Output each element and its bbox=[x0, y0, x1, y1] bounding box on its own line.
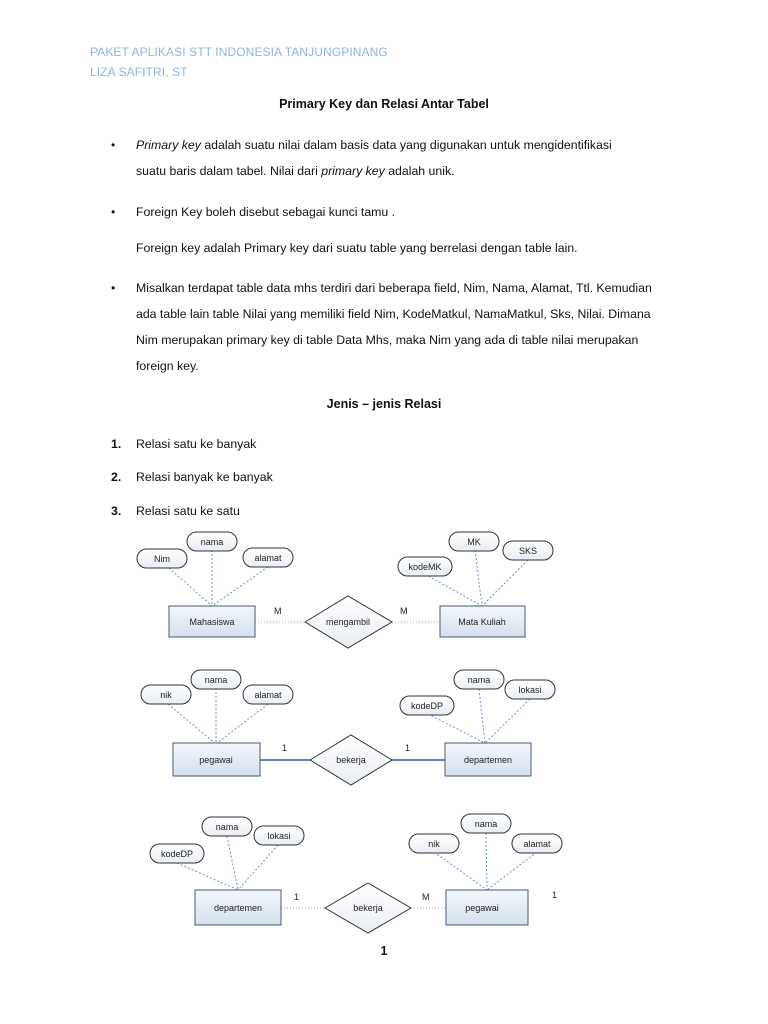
attribute-kodedp bbox=[400, 696, 454, 715]
attribute-label: MK bbox=[467, 537, 481, 547]
bullet-marker: • bbox=[111, 205, 116, 219]
relationship-bekerja bbox=[310, 735, 392, 785]
entity-pegawai bbox=[446, 890, 528, 925]
attribute-nik bbox=[141, 685, 191, 704]
bullet-3-line-4: foreign key. bbox=[136, 359, 199, 373]
entity-label: departemen bbox=[463, 755, 513, 765]
er-diagram-1 bbox=[137, 532, 553, 648]
header-line-2: LIZA SAFITRI, ST bbox=[90, 65, 188, 79]
attribute-lokasi bbox=[505, 680, 555, 699]
attribute-label: nik bbox=[428, 839, 440, 849]
stray-mark: 1 bbox=[552, 890, 558, 900]
bullet-3-line-1: Misalkan terdapat table data mhs terdiri dari beberapa field, Nim, Nama, Alamat, Ttl. Kemudian bbox=[136, 281, 652, 295]
list-item-relasi-1: Relasi satu ke banyak bbox=[136, 437, 257, 451]
bullet-3-line-3: Nim merupakan primary key di table Data Mhs, maka Nim yang ada di table nilai merupakan bbox=[136, 333, 639, 347]
entity-departemen bbox=[445, 743, 531, 776]
bullet-1-line-2-pre: suatu baris dalam tabel. Nilai dari bbox=[136, 164, 322, 178]
cardinality-label: M bbox=[422, 892, 430, 902]
attribute-alamat bbox=[512, 834, 562, 853]
attribute-mk bbox=[449, 532, 499, 551]
relationship-bekerja bbox=[325, 883, 411, 933]
list-number: 1. bbox=[111, 437, 122, 451]
bullet-2-line-1: Foreign Key boleh disebut sebagai kunci tamu . bbox=[136, 205, 396, 219]
attribute-label: nama bbox=[200, 537, 224, 547]
attribute-label: kodeDP bbox=[160, 849, 194, 859]
attribute-kodemk bbox=[398, 557, 452, 576]
attribute-label: lokasi bbox=[518, 685, 542, 695]
entity-mahasiswa bbox=[169, 606, 255, 637]
entity-label: pegawai bbox=[465, 903, 499, 913]
entity-mata-kuliah bbox=[440, 606, 525, 637]
page-number: 1 bbox=[380, 944, 388, 958]
attribute-label: alamat bbox=[254, 553, 282, 563]
attribute-nik bbox=[409, 834, 459, 853]
bullet-3-line-2: ada table lain table Nilai yang memiliki field Nim, KodeMatkul, NamaMatkul, Sks, Nilai. Dimana bbox=[136, 307, 651, 321]
entity-label: Mata Kuliah bbox=[458, 617, 506, 627]
attribute-label: nama bbox=[467, 675, 491, 685]
list-number: 3. bbox=[111, 504, 122, 518]
attribute-label: lokasi bbox=[267, 831, 291, 841]
list-item-relasi-2: Relasi banyak ke banyak bbox=[136, 470, 273, 484]
attribute-label: kodeMK bbox=[408, 562, 442, 572]
attribute-nama bbox=[187, 532, 237, 551]
term-primary-key: Primary key bbox=[136, 138, 201, 152]
attribute-sks bbox=[503, 541, 553, 560]
attribute-label: nama bbox=[204, 675, 228, 685]
attribute-alamat bbox=[243, 548, 293, 567]
attribute-label: Nim bbox=[154, 554, 170, 564]
attribute-label: alamat bbox=[254, 690, 282, 700]
attribute-nama bbox=[454, 670, 504, 689]
entity-departemen bbox=[195, 890, 281, 925]
attribute-kodedp bbox=[150, 844, 204, 863]
page-title: Primary Key dan Relasi Antar Tabel bbox=[279, 97, 489, 111]
bullet-2-line-2: Foreign key adalah Primary key dari suatu table yang berrelasi dengan table lain. bbox=[136, 241, 578, 255]
relationship-label: bekerja bbox=[336, 755, 366, 765]
entity-label: pegawai bbox=[199, 755, 233, 765]
relationship-label: bekerja bbox=[353, 903, 383, 913]
entity-label: Mahasiswa bbox=[189, 617, 235, 627]
attribute-nim bbox=[137, 549, 187, 568]
attribute-nama bbox=[202, 817, 252, 836]
cardinality-label: M bbox=[274, 606, 282, 616]
header-line-1: PAKET APLIKASI STT INDONESIA TANJUNGPINANG bbox=[90, 45, 388, 59]
section-subtitle: Jenis – jenis Relasi bbox=[326, 397, 442, 411]
er-diagram-3 bbox=[150, 814, 562, 933]
bullet-marker: • bbox=[111, 281, 116, 295]
bullet-1-line-1-rest: adalah suatu nilai dalam basis data yang digunakan untuk mengidentifikasi bbox=[200, 138, 612, 152]
relationship-mengambil bbox=[305, 596, 392, 648]
entity-label: departemen bbox=[213, 903, 263, 913]
attribute-alamat bbox=[243, 685, 293, 704]
attribute-label: nama bbox=[215, 822, 239, 832]
bullet-marker: • bbox=[111, 138, 116, 152]
attribute-nama bbox=[191, 670, 241, 689]
attribute-label: kodeDP bbox=[410, 701, 444, 711]
cardinality-label: 1 bbox=[282, 743, 288, 753]
attribute-label: nik bbox=[160, 690, 172, 700]
attribute-nama bbox=[461, 814, 511, 833]
attribute-label: nama bbox=[474, 819, 498, 829]
relationship-label: mengambil bbox=[325, 617, 371, 627]
er-diagram-2 bbox=[141, 670, 555, 785]
attribute-label: alamat bbox=[523, 839, 551, 849]
list-number: 2. bbox=[111, 470, 122, 484]
cardinality-label: 1 bbox=[294, 892, 300, 902]
attribute-lokasi bbox=[254, 826, 304, 845]
bullet-1-line-2-post: adalah unik. bbox=[384, 164, 455, 178]
cardinality-label: 1 bbox=[405, 743, 411, 753]
list-item-relasi-3: Relasi satu ke satu bbox=[136, 504, 240, 518]
entity-pegawai bbox=[173, 743, 260, 776]
cardinality-label: M bbox=[400, 606, 408, 616]
term-primary-key-2: primary key bbox=[321, 164, 385, 178]
attribute-label: SKS bbox=[518, 546, 538, 556]
